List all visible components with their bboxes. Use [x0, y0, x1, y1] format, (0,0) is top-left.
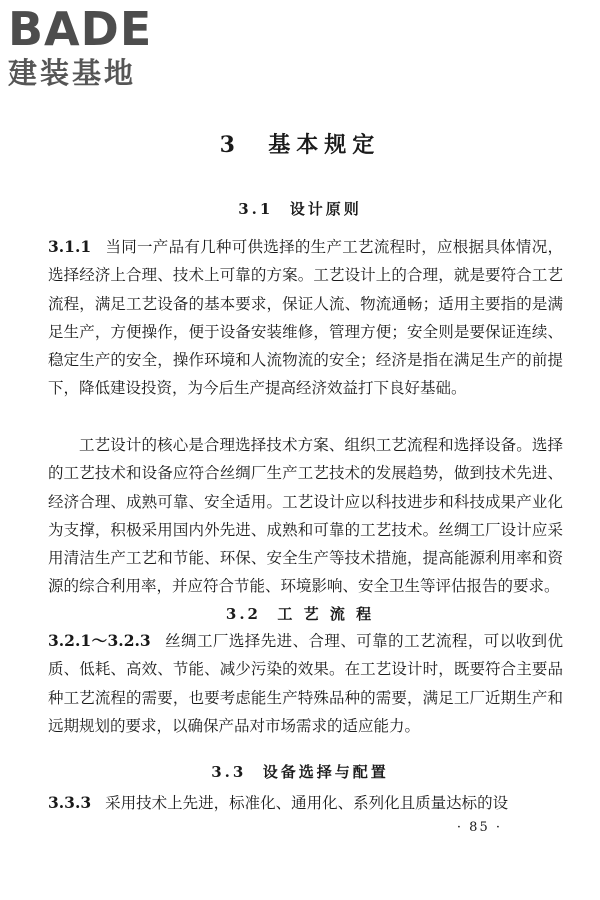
section-title-3-3: 3.3 设备选择与配置 — [211, 763, 389, 781]
clause-3-1-1-continuation: 工艺设计的核心是合理选择技术方案、组织工艺流程和选择设备。选择的工艺技术和设备应符合丝绸厂生产工艺技术的发展趋势，做到技术先进、经济合理、成熟可靠、安全适用。工艺设计应以科技进步和科技成果产业化为支撑，积极采用国内外先进、成熟和可靠的工艺技术。丝绸工厂设计应采用清洁生产工艺和节能、环保、安全生产等技术措施，提高能源利用率和资源的综合利用率，并应符合节能、环境影响、安全卫生等评估报告的要求。 — [48, 436, 563, 596]
section-title-3-1: 3.1 设计原则 — [238, 200, 362, 218]
clause-number: 3.1.1 — [48, 237, 92, 256]
clause-3-2-1-3 — [48, 627, 563, 740]
clause-number: 3.3.3 — [48, 793, 92, 812]
clause-text: 当同一产品有几种可供选择的生产工艺流程时，应根据具体情况，选择经济上合理、技术上可靠的方案。工艺设计上的合理，就是要符合工艺流程，满足工艺设备的基本要求，保证人流、物流通畅；适用主要指的是满足生产，方便操作，便于设备安装维修，管理方便；安全则是要保证连续、稳定生产的安全，操作环境和人流物流的安全；经济是指在满足生产的前提下，降低建设投资，为今后生产提高经济效益打下良好基础。 — [48, 238, 563, 398]
clause-text: 采用技术上先进，标准化、通用化、系列化且质量达标的设 — [105, 794, 509, 812]
clause-3-3-3 — [48, 789, 563, 817]
chapter-title: 3 基本规定 — [219, 132, 381, 158]
page-number: · 85 · — [456, 820, 502, 835]
logo-subtitle: 建装基地 — [8, 56, 137, 90]
clause-text: 丝绸工厂选择先进、合理、可靠的工艺流程，可以收到优质、低耗、高效、节能、减少污染的效果。在工艺设计时，既要符合主要品种工艺流程的需要，也要考虑能生产特殊品种的需要，满足工厂近期生产和远期规划的要求，以确保产品对市场需求的适应能力。 — [48, 632, 563, 735]
bade-logo — [8, 4, 178, 90]
logo-wordmark: BADE — [8, 2, 153, 56]
clause-3-1-1 — [48, 233, 563, 403]
section-title-3-2: 3.2 工 艺 流 程 — [225, 605, 375, 623]
clause-number: 3.2.1～3.2.3 — [48, 631, 151, 650]
